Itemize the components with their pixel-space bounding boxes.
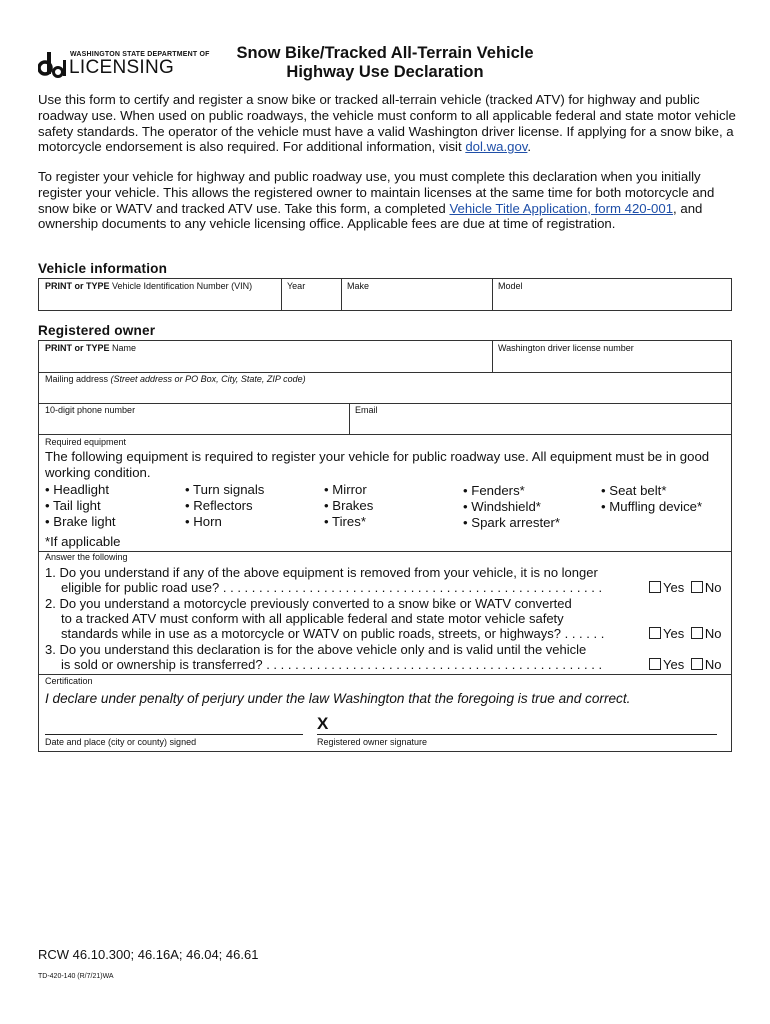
mailing-address-label: Mailing address — [45, 374, 111, 384]
equipment-item: • Windshield* — [463, 498, 541, 514]
yes-label: Yes — [663, 657, 685, 672]
equipment-intro: The following equipment is required to register your vehicle for public roadway use. All equipment must be in good working condition. — [45, 449, 710, 480]
q1-yes-checkbox[interactable] — [649, 581, 661, 593]
equipment-item: • Headlight — [45, 482, 109, 497]
equipment-item: • Brake light — [45, 513, 116, 529]
intro-paragraph-2 — [38, 169, 738, 232]
vin-field[interactable] — [39, 279, 281, 310]
logo-name: LICENSING — [69, 57, 175, 78]
question-2-line-2: to a tracked ATV must conform with all applicable federal and state motor vehicle safety — [61, 611, 564, 626]
vehicle-info-heading: Vehicle information — [38, 261, 168, 276]
q2-yes-checkbox[interactable] — [649, 627, 661, 639]
question-3-line-1: 3. Do you understand this declaration is for the above vehicle only and is valid until the vehicle — [45, 642, 587, 657]
intro-paragraph-1 — [38, 92, 738, 155]
equipment-col-5 — [601, 483, 702, 515]
name-label: Name — [109, 343, 137, 353]
equipment-col-3 — [324, 482, 373, 529]
title-line-1: Snow Bike/Tracked All-Terrain Vehicle — [236, 44, 534, 62]
equipment-item: • Brakes — [324, 497, 374, 513]
equipment-item: • Tail light — [45, 497, 101, 513]
year-field[interactable] — [281, 279, 341, 310]
signature-label: Registered owner signature — [317, 737, 428, 747]
q3-yes-checkbox[interactable] — [649, 658, 661, 670]
intro-text-1: Use this form to certify and register a snow bike or tracked all-terrain vehicle (tracked ATV) for highway and public roadway use. When used on public roadways, the vehicle must conform to all applicable federal and state motor vehicle safety standards. The operator of the vehicle must have a valid Washington driver license. If applying for a snow bike, a motorcycle endorsement is also required. For additional information, visit — [38, 92, 736, 155]
intro-text-2a: To register your vehicle for highway and public roadway use, you must complete this declaration when you initially register your vehicle. This allows the registered owner to maintain licenses at the same time for both motorcycle and snow bike or WATV and tracked ATV use. Take this form, a completed — [38, 169, 715, 216]
owner-name-field[interactable] — [39, 341, 492, 372]
dol-logo-icon — [38, 50, 68, 80]
rcw-reference: RCW 46.10.300; 46.16A; 46.04; 46.61 — [38, 947, 259, 962]
equipment-item: • Muffling device* — [601, 498, 703, 514]
equipment-col-1 — [45, 482, 116, 529]
phone-field[interactable] — [39, 403, 349, 434]
vin-label: Vehicle Identification Number (VIN) — [109, 281, 253, 291]
make-label: Make — [347, 281, 370, 291]
model-label: Model — [498, 281, 523, 291]
equipment-col-2 — [185, 482, 264, 529]
question-2-line-3: standards while in use as a motorcycle or WATV on public roads, streets, or highways? . . . . . . — [61, 626, 605, 641]
question-3-answer — [649, 657, 721, 672]
driver-license-field[interactable] — [492, 341, 731, 372]
page-title — [195, 44, 575, 82]
required-equipment-label: Required equipment — [45, 437, 127, 447]
equipment-item: • Seat belt* — [601, 483, 667, 498]
vin-bold-label: PRINT or TYPE — [45, 281, 110, 291]
answer-following-label: Answer the following — [45, 552, 128, 562]
vehicle-title-application-link[interactable]: Vehicle Title Application, form 420-001 — [449, 200, 674, 216]
registered-owner-table — [38, 340, 732, 752]
q1-no-checkbox[interactable] — [691, 581, 703, 593]
equipment-item: • Tires* — [324, 513, 366, 529]
title-line-2: Highway Use Declaration — [286, 63, 484, 81]
no-label: No — [704, 657, 722, 672]
question-1-line-1: 1. Do you understand if any of the above equipment is removed from your vehicle, it is no longer — [45, 565, 598, 580]
intro-text-2b: , and ownership documents to any vehicle licensing office. Applicable fees are due at time of registration. — [38, 200, 703, 232]
date-place-label: Date and place (city or county) signed — [45, 737, 197, 747]
q2-no-checkbox[interactable] — [691, 627, 703, 639]
signature-x-mark: X — [317, 714, 329, 733]
date-place-line[interactable] — [45, 734, 303, 736]
equipment-item: • Horn — [185, 513, 222, 529]
equipment-item: • Reflectors — [185, 497, 253, 513]
equipment-item: • Spark arrester* — [463, 514, 560, 530]
email-field[interactable] — [349, 403, 731, 434]
question-1-answer — [649, 580, 721, 595]
no-label: No — [704, 626, 722, 641]
equipment-item: • Mirror — [324, 482, 367, 497]
question-2-answer — [649, 626, 721, 641]
question-3-line-2: is sold or ownership is transferred? . . . . . . . . . . . . . . . . . . . . . . . . . . . . . . . . . . . . . . . . . . . . . . . — [61, 657, 603, 672]
dol-logo — [38, 48, 210, 80]
form-number: TD-420-140 (R/7/21)WA — [38, 973, 114, 980]
year-label: Year — [287, 281, 306, 291]
driver-license-label: Washington driver license number — [498, 343, 634, 353]
perjury-statement: I declare under penalty of perjury under the law Washington that the foregoing is true and correct. — [45, 691, 631, 706]
question-1-line-2: eligible for public road use? . . . . . . . . . . . . . . . . . . . . . . . . . . . . . . . . . . . . . . . . . . . . . . . . . . . . . — [61, 580, 603, 595]
q3-no-checkbox[interactable] — [691, 658, 703, 670]
yes-label: Yes — [663, 626, 685, 641]
make-field[interactable] — [341, 279, 492, 310]
equipment-item: • Fenders* — [463, 483, 525, 498]
if-applicable-note: *If applicable — [45, 534, 121, 549]
mailing-address-field[interactable] — [39, 372, 731, 403]
yes-label: Yes — [663, 580, 685, 595]
question-2-line-1: 2. Do you understand a motorcycle previously converted to a snow bike or WATV converted — [45, 596, 572, 611]
equipment-col-4 — [463, 483, 560, 530]
mailing-address-hint: (Street address or PO Box, City, State, ZIP code) — [110, 374, 306, 384]
no-label: No — [704, 580, 722, 595]
logo-department: WASHINGTON STATE DEPARTMENT OF — [70, 51, 210, 58]
phone-label: 10-digit phone number — [45, 405, 136, 415]
vehicle-info-table — [38, 278, 732, 311]
signature-line[interactable] — [317, 734, 717, 736]
model-field[interactable] — [492, 279, 731, 310]
certification-label: Certification — [45, 676, 93, 686]
equipment-item: • Turn signals — [185, 482, 265, 497]
name-bold-label: PRINT or TYPE — [45, 343, 110, 353]
registered-owner-heading: Registered owner — [38, 323, 156, 338]
dol-website-link[interactable]: dol.wa.gov — [465, 139, 528, 155]
email-label: Email — [355, 405, 378, 415]
intro-text-1-end: . — [527, 139, 532, 155]
